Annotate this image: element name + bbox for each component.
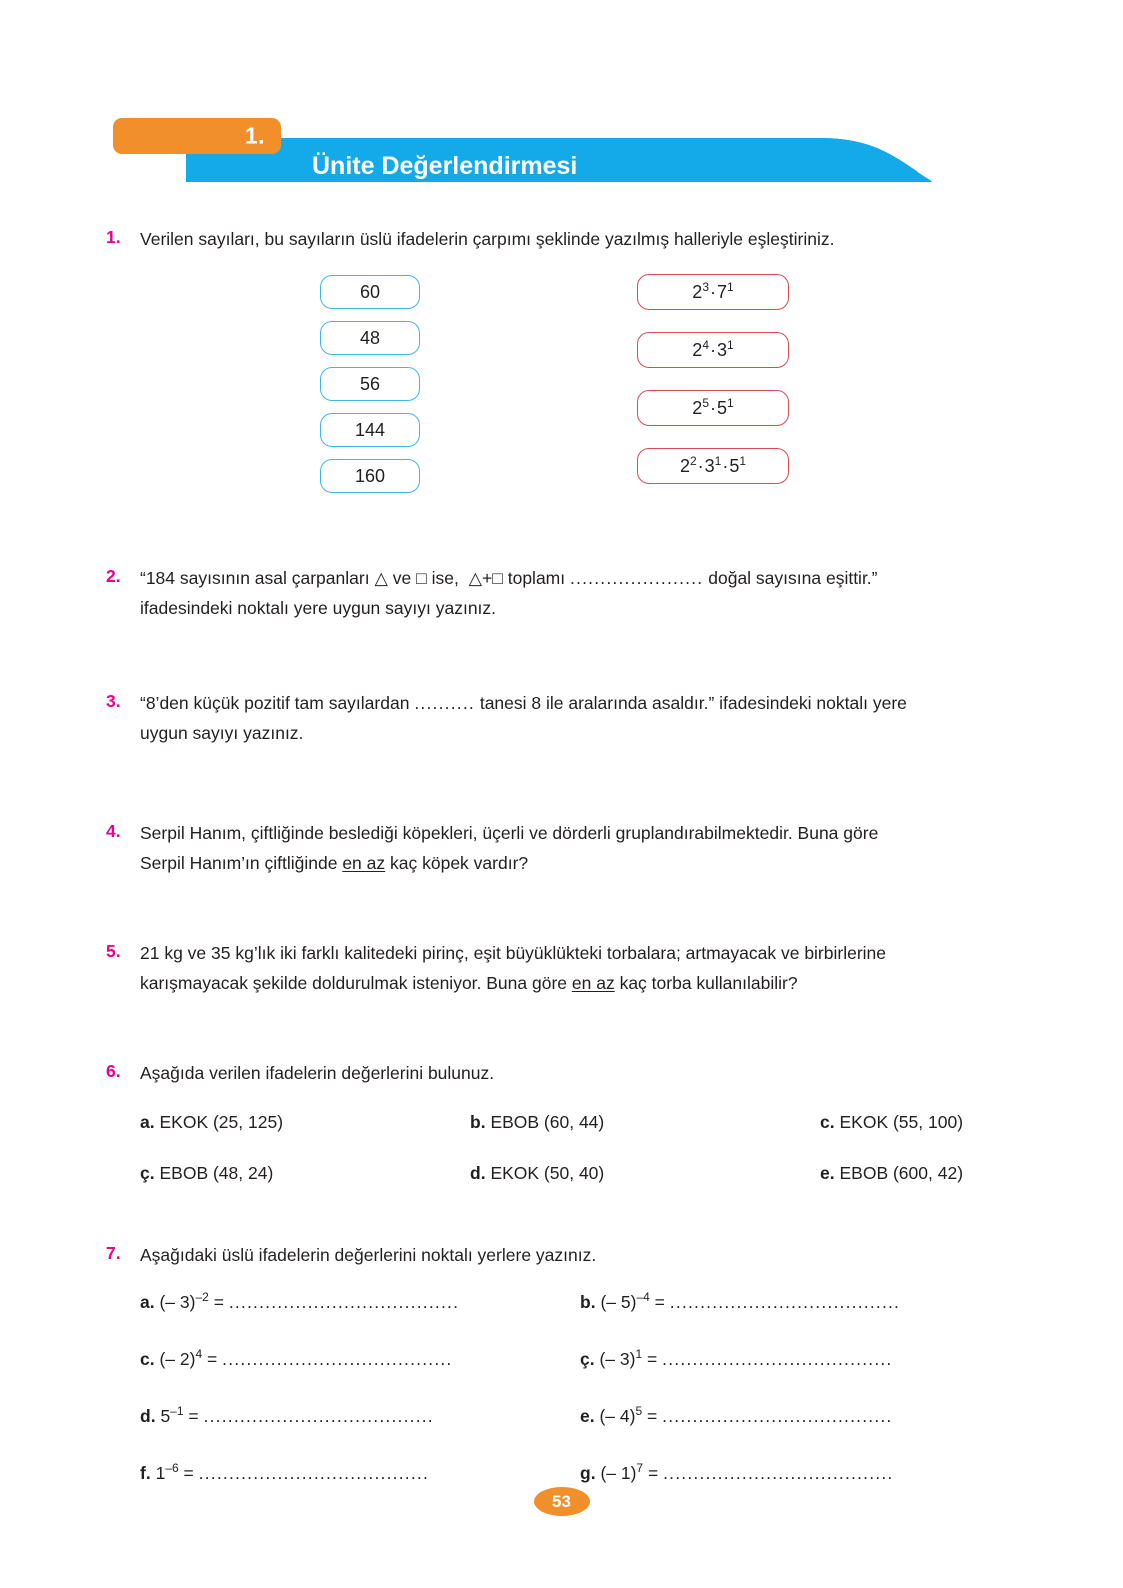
question-7-number: 7. bbox=[106, 1243, 121, 1263]
q7-item-expression: (– 1)$^7$ bbox=[600, 1461, 644, 1483]
factorization-chip[interactable] bbox=[637, 332, 789, 368]
q7-item-expression: (– 2)$^4$ bbox=[159, 1347, 203, 1369]
q6-item[interactable] bbox=[820, 1163, 1018, 1184]
q6-item-body: EKOK (50, 40) bbox=[490, 1163, 605, 1183]
q6-item-label: b. bbox=[470, 1112, 486, 1132]
square-symbol: □ bbox=[492, 568, 503, 588]
plus-symbol: + bbox=[482, 568, 493, 588]
number-chip-label: 60 bbox=[359, 282, 381, 302]
q7-item-label: a. bbox=[140, 1292, 155, 1312]
q3-text-line-2: uygun sayıyı yazınız. bbox=[140, 723, 304, 743]
number-chip-label: 144 bbox=[354, 420, 386, 440]
question-2 bbox=[106, 563, 1018, 623]
question-1-text: Verilen sayıları, bu sayıların üslü ifadelerin çarpımı şeklinde yazılmış halleriyle eşleştiriniz. bbox=[140, 229, 835, 249]
q7-item-expression: (– 3)$^1$ bbox=[599, 1347, 643, 1369]
q7-equals-sign: = bbox=[654, 1292, 665, 1312]
question-4-number: 4. bbox=[106, 821, 121, 841]
number-chip[interactable] bbox=[320, 367, 420, 401]
triangle-symbol: △ bbox=[468, 568, 483, 588]
question-5-text bbox=[140, 938, 1018, 998]
q7-item[interactable] bbox=[580, 1463, 1018, 1484]
question-6 bbox=[106, 1058, 1018, 1088]
q6-item[interactable] bbox=[470, 1112, 820, 1133]
matching-exercise bbox=[0, 275, 1123, 505]
q7-item-expression: $5^{-1}$ bbox=[160, 1404, 184, 1426]
q7-item-label: d. bbox=[140, 1406, 156, 1426]
question-7-text: Aşağıdaki üslü ifadelerin değerlerini noktalı yerlere yazınız. bbox=[140, 1245, 597, 1265]
q4-text-part-2: kaç köpek vardır? bbox=[390, 853, 529, 873]
q7-item[interactable] bbox=[580, 1292, 1018, 1313]
q7-item-label: ç. bbox=[580, 1349, 595, 1369]
q7-answer-blank[interactable]: ...................................... bbox=[203, 1406, 434, 1426]
q7-answer-blank[interactable]: ...................................... bbox=[228, 1292, 460, 1312]
q7-answer-blank[interactable]: ...................................... bbox=[669, 1292, 901, 1312]
q7-item[interactable] bbox=[140, 1349, 580, 1370]
q4-emphasis: en az bbox=[342, 853, 386, 873]
q7-equals-sign: = bbox=[647, 1349, 658, 1369]
square-symbol: □ bbox=[416, 568, 427, 588]
q7-equals-sign: = bbox=[647, 1406, 658, 1426]
q6-item-body: EBOB (48, 24) bbox=[159, 1163, 274, 1183]
q7-item-label: c. bbox=[140, 1349, 155, 1369]
q7-answer-blank[interactable]: ...................................... bbox=[663, 1463, 894, 1483]
question-6-items bbox=[106, 1112, 1018, 1184]
q7-item[interactable] bbox=[580, 1349, 1018, 1370]
q7-equals-sign: = bbox=[213, 1292, 224, 1312]
q7-item[interactable] bbox=[580, 1406, 1018, 1427]
factorization-chip-label: $2^5\cdot 5^1$ bbox=[692, 396, 734, 418]
q2-answer-blank[interactable]: ...................... bbox=[570, 568, 704, 588]
q6-item[interactable] bbox=[140, 1163, 470, 1184]
q7-item-expression: (– 4)$^5$ bbox=[599, 1404, 643, 1426]
q7-item-label: f. bbox=[140, 1463, 151, 1483]
number-chip-label: 48 bbox=[359, 328, 381, 348]
q6-item[interactable] bbox=[820, 1112, 1018, 1133]
question-4-text bbox=[140, 818, 1018, 878]
page-number-badge bbox=[534, 1487, 590, 1516]
number-chip[interactable] bbox=[320, 275, 420, 309]
number-chip[interactable] bbox=[320, 459, 420, 493]
q6-item-label: c. bbox=[820, 1112, 835, 1132]
q7-item-label: e. bbox=[580, 1406, 595, 1426]
question-6-number: 6. bbox=[106, 1061, 121, 1081]
q7-item-label: g. bbox=[580, 1463, 596, 1483]
page-number-label: 53 bbox=[552, 1491, 571, 1511]
q2-text-part-1: “184 sayısının asal çarpanları bbox=[140, 568, 370, 588]
question-6-text: Aşağıda verilen ifadelerin değerlerini bulunuz. bbox=[140, 1063, 495, 1083]
q7-item[interactable] bbox=[140, 1463, 580, 1484]
q3-text-part-1: “8’den küçük pozitif tam sayılardan bbox=[140, 693, 410, 713]
q7-answer-blank[interactable]: ...................................... bbox=[198, 1463, 430, 1483]
q6-item-body: EKOK (25, 125) bbox=[159, 1112, 284, 1132]
q7-equals-sign: = bbox=[188, 1406, 199, 1426]
q7-answer-blank[interactable]: ...................................... bbox=[662, 1406, 893, 1426]
q5-text-part-1: karışmayacak şekilde doldurulmak isteniyor. Buna göre bbox=[140, 973, 568, 993]
number-chip[interactable] bbox=[320, 321, 420, 355]
question-3-text bbox=[140, 688, 1018, 748]
factorization-chip-label: $2^2\cdot 3^1\cdot 5^1$ bbox=[679, 454, 747, 476]
q7-item-expression: $1^{-6}$ bbox=[155, 1461, 179, 1483]
q4-text-line-1: Serpil Hanım, çiftliğinde beslediği köpekleri, üçerli ve dörderli gruplandırabilmektedir. Buna göre bbox=[140, 823, 879, 843]
question-7-items bbox=[106, 1292, 1018, 1484]
q7-answer-blank[interactable]: ...................................... bbox=[662, 1349, 893, 1369]
q7-item-expression: (– 5)$^{-4}$ bbox=[600, 1290, 650, 1312]
question-1 bbox=[106, 224, 1018, 254]
q7-equals-sign: = bbox=[207, 1349, 218, 1369]
number-chip-label: 56 bbox=[359, 374, 381, 394]
q5-text-line-1: 21 kg ve 35 kg’lık iki farklı kalitedeki pirinç, eşit büyüklükteki torbalara; artmayacak ve birbirlerine bbox=[140, 943, 887, 963]
question-3 bbox=[106, 688, 1018, 748]
q6-item[interactable] bbox=[140, 1112, 470, 1133]
question-3-number: 3. bbox=[106, 691, 121, 711]
q2-text-part-5: doğal sayısına eşittir.” bbox=[708, 568, 878, 588]
q2-text-part-3: ise, bbox=[431, 568, 459, 588]
number-chip[interactable] bbox=[320, 413, 420, 447]
q2-text-part-2: ve bbox=[392, 568, 412, 588]
number-chip-label: 160 bbox=[354, 466, 386, 486]
factorization-chip-label: $2^4\cdot 3^1$ bbox=[692, 338, 734, 360]
q5-emphasis: en az bbox=[571, 973, 615, 993]
q7-item[interactable] bbox=[140, 1406, 580, 1427]
question-2-text bbox=[140, 563, 1018, 623]
question-4 bbox=[106, 818, 1018, 878]
triangle-symbol: △ bbox=[374, 568, 388, 588]
factorization-chip[interactable] bbox=[637, 390, 789, 426]
q2-text-line-2: ifadesindeki noktalı yere uygun sayıyı yazınız. bbox=[140, 598, 497, 618]
factorization-chip[interactable] bbox=[637, 448, 789, 484]
q6-item[interactable] bbox=[470, 1163, 820, 1184]
q7-equals-sign: = bbox=[647, 1463, 659, 1483]
q6-item-label: e. bbox=[820, 1163, 835, 1183]
question-5 bbox=[106, 938, 1018, 998]
q7-item-label: b. bbox=[580, 1292, 596, 1312]
q6-item-label: ç. bbox=[140, 1163, 155, 1183]
q5-text-part-2: kaç torba kullanılabilir? bbox=[619, 973, 798, 993]
question-7 bbox=[106, 1240, 1018, 1270]
q6-item-body: EKOK (55, 100) bbox=[839, 1112, 964, 1132]
q2-text-part-4: toplamı bbox=[507, 568, 566, 588]
page-header bbox=[0, 118, 1123, 198]
q7-item-expression: (– 3)$^{-2}$ bbox=[159, 1290, 209, 1312]
q7-equals-sign: = bbox=[183, 1463, 194, 1483]
q3-answer-blank[interactable]: .......... bbox=[414, 693, 475, 713]
q6-item-label: d. bbox=[470, 1163, 486, 1183]
q7-answer-blank[interactable]: ...................................... bbox=[222, 1349, 453, 1369]
question-2-number: 2. bbox=[106, 566, 121, 586]
factorization-chip[interactable] bbox=[637, 274, 789, 310]
q6-item-body: EBOB (600, 42) bbox=[839, 1163, 964, 1183]
page-title: Ünite Değerlendirmesi bbox=[312, 152, 578, 180]
q4-text-part-1: Serpil Hanım’ın çiftliğinde bbox=[140, 853, 338, 873]
factorization-chip-label: $2^3\cdot 7^1$ bbox=[692, 280, 734, 302]
q6-item-body: EBOB (60, 44) bbox=[490, 1112, 605, 1132]
q3-text-part-2: tanesi 8 ile aralarında asaldır.” ifadesindeki noktalı yere bbox=[479, 693, 907, 713]
unit-number-label: 1. bbox=[244, 122, 265, 149]
question-1-number: 1. bbox=[106, 227, 121, 247]
question-5-number: 5. bbox=[106, 941, 121, 961]
unit-number-tab bbox=[113, 118, 281, 154]
q6-item-label: a. bbox=[140, 1112, 155, 1132]
q7-item[interactable] bbox=[140, 1292, 580, 1313]
